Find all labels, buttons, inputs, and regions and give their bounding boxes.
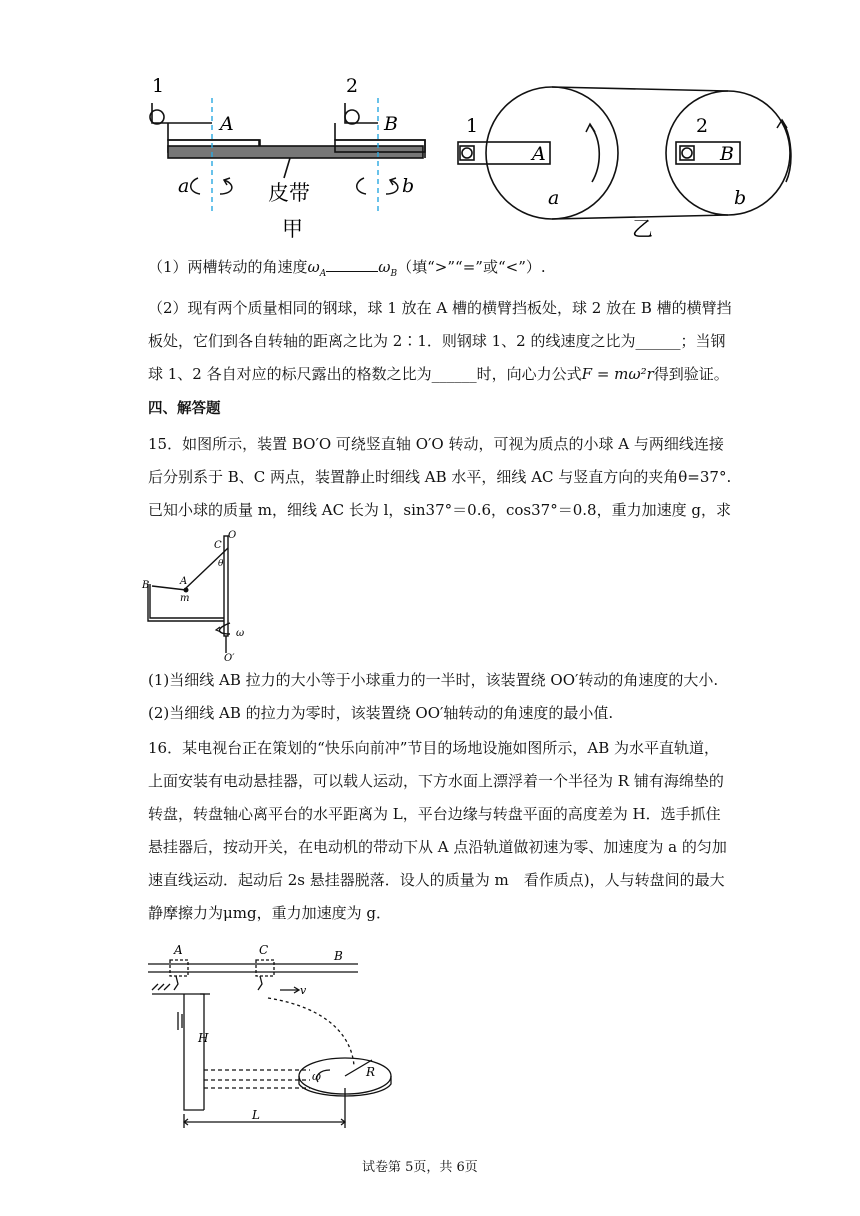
q14-part2-line3 — [148, 364, 729, 384]
label-ball-2: 2 — [346, 75, 359, 97]
formula-centripetal: F = mω²r — [581, 365, 654, 383]
q16-label-omega: ω — [312, 1070, 321, 1083]
q16-line1: 16．某电视台正在策划的“快乐向前冲”节目的场地设施如图所示，AB 为水平直轨道， — [148, 739, 720, 757]
label-yi-A: A — [532, 143, 546, 165]
q16-line5: 速直线运动．起动后 2s 悬挂器脱落．设人的质量为 m 看作质点)，人与转盘间的最大 — [148, 871, 725, 889]
q14-part2-line1: （2）现有两个质量相同的钢球，球 1 放在 A 槽的横臂挡板处，球 2 放在 B 槽的横臂挡 — [148, 299, 732, 317]
q15-label-O: O — [228, 530, 237, 541]
q14-part1-prefix: （1）两槽转动的角速度 — [148, 258, 308, 276]
label-yi-ball-1: 1 — [466, 115, 479, 137]
q16-label-B: B — [334, 949, 343, 963]
q15-sub1: (1)当细线 AB 拉力的大小等于小球重力的一半时，该装置绕 OO′转动的角速度的大小. — [148, 671, 719, 689]
q14-part2-line3-suffix: 得到验证。 — [653, 365, 729, 383]
q16-label-H: H — [198, 1031, 209, 1045]
label-slot-A: A — [220, 113, 234, 135]
omega-a-sub: A — [319, 269, 327, 279]
omega-b: ω — [378, 258, 391, 276]
q14-part1 — [148, 257, 546, 284]
q16-label-L: L — [252, 1108, 260, 1122]
page-footer: 试卷第 5页，共 6页 — [362, 1160, 478, 1175]
omega-a: ω — [307, 258, 320, 276]
q16-line6: 静摩擦力为μmg，重力加速度为 g． — [148, 904, 391, 922]
figure-q15-rotating-device — [140, 528, 250, 663]
q15-label-m: m — [180, 593, 190, 604]
omega-b-sub: B — [390, 269, 398, 279]
caption-yi: 乙 — [632, 217, 653, 241]
caption-jia: 甲 — [282, 217, 303, 241]
label-ball-1: 1 — [152, 75, 165, 97]
q16-line3: 转盘，转盘轴心离平台的水平距离为 L，平台边缘与转盘平面的高度差为 H．选手抓住 — [148, 805, 721, 823]
ball-2-icon — [345, 110, 359, 124]
q15-label-Oprime: O′ — [224, 653, 235, 663]
q15-line2: 后分别系于 B、C 两点，装置静止时细线 AB 水平，细线 AC 与竖直方向的夹角θ=37°. — [148, 468, 732, 486]
label-yi-B: B — [720, 143, 734, 165]
label-yi-ball-2: 2 — [696, 115, 709, 137]
q15-label-A: A — [180, 576, 188, 587]
label-yi-b: b — [734, 187, 747, 209]
q14-part2-line2: 板处，它们到各自转轴的距离之比为 2∶1．则钢球 1、2 的线速度之比为______；当钢 — [148, 332, 726, 350]
label-belt: 皮带 — [268, 181, 310, 205]
answer-blank-omega[interactable] — [326, 257, 378, 272]
q15-line1: 15．如图所示，装置 BO′O 可绕竖直轴 O′O 转动，可视为质点的小球 A 与两细线连接 — [148, 435, 724, 453]
label-wheel-b: b — [402, 175, 415, 197]
section-heading: 四、解答题 — [148, 401, 221, 417]
q16-label-v: v — [300, 984, 307, 997]
q15-line3: 已知小球的质量 m，细线 AC 长为 l，sin37°＝0.6，cos37°＝0.8，重力加速度 g，求 — [148, 501, 731, 519]
label-yi-a: a — [548, 187, 560, 209]
label-wheel-a: a — [178, 175, 190, 197]
q14-part1-suffix: （填“>”“=”或“<”）. — [397, 258, 546, 276]
q16-label-C: C — [259, 943, 269, 957]
figure-centrifuge-apparatus — [140, 70, 800, 245]
q15-label-theta: θ — [218, 559, 224, 569]
label-slot-B: B — [384, 113, 398, 135]
q15-label-omega: ω — [236, 628, 245, 639]
q15-sub2: (2)当细线 AB 的拉力为零时，该装置绕 OO′轴转动的角速度的最小值. — [148, 704, 614, 722]
q14-part2-line3-prefix: 球 1、2 各自对应的标尺露出的格数之比为______时，向心力公式 — [148, 365, 582, 383]
q15-label-C: C — [214, 540, 222, 551]
q16-line2: 上面安装有电动悬挂器，可以载人运动，下方水面上漂浮着一个半径为 R 铺有海绵垫的 — [148, 772, 724, 790]
q16-label-A: A — [174, 943, 183, 957]
q16-line4: 悬挂器后，按动开关，在电动机的带动下从 A 点沿轨道做初速为零、加速度为 a 的匀加 — [148, 838, 727, 856]
q16-label-R: R — [366, 1065, 376, 1079]
figure-q16-turntable — [140, 938, 400, 1130]
q15-label-B: B — [142, 580, 150, 591]
